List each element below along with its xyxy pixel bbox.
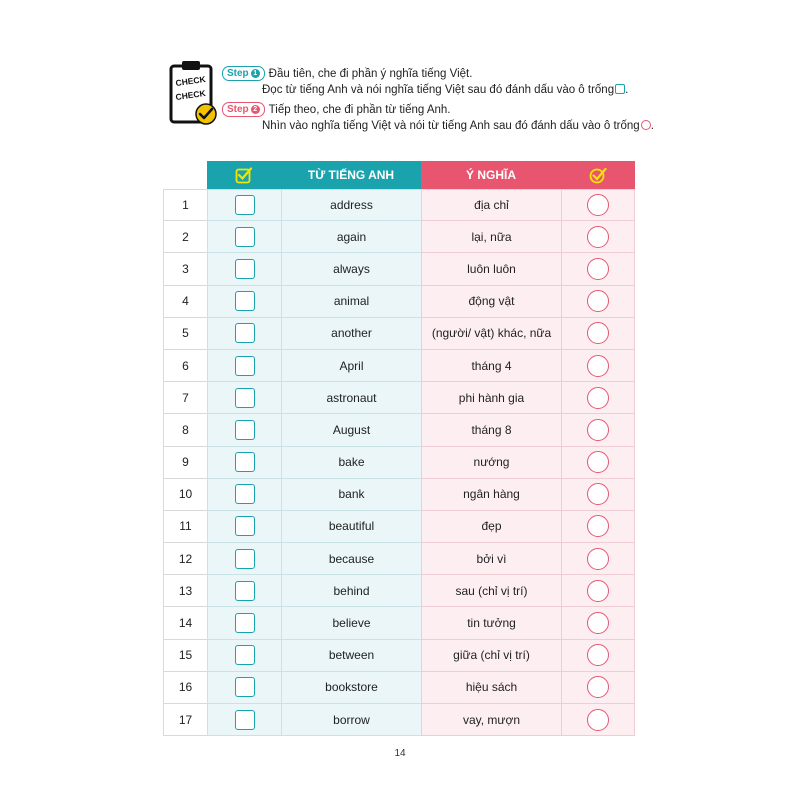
- english-word: because: [281, 543, 421, 575]
- row-number: 8: [163, 414, 207, 446]
- row-number: 3: [163, 253, 207, 285]
- english-check-box[interactable]: [235, 549, 255, 569]
- vietnamese-meaning: bởi vì: [421, 543, 561, 575]
- row-number: 9: [163, 447, 207, 479]
- meaning-check-circle[interactable]: [587, 515, 609, 537]
- step2-line1: [222, 102, 662, 118]
- row-number: 14: [163, 607, 207, 639]
- meaning-check-circle[interactable]: [587, 612, 609, 634]
- english-check-box[interactable]: [235, 420, 255, 440]
- row-number: 6: [163, 350, 207, 382]
- step2-text-2: Nhìn vào nghĩa tiếng Việt và nói từ tiếng Anh sau đó đánh dấu vào ô trống: [262, 120, 640, 132]
- vietnamese-meaning: sau (chỉ vị trí): [421, 575, 561, 607]
- step2-line2: Nhìn vào nghĩa tiếng Việt và nói từ tiếng Anh sau đó đánh dấu vào ô trống .: [222, 118, 662, 134]
- meaning-check-circle[interactable]: [587, 258, 609, 280]
- header-english: TỪ TIẾNG ANH: [281, 161, 421, 189]
- table-row: [163, 189, 635, 221]
- english-word: always: [281, 253, 421, 285]
- english-check-box[interactable]: [235, 710, 255, 730]
- english-check-box[interactable]: [235, 195, 255, 215]
- clipboard-text-1: CHECK: [174, 73, 207, 89]
- step1-line1: [222, 66, 662, 82]
- english-word: address: [281, 189, 421, 221]
- vietnamese-meaning: luôn luôn: [421, 253, 561, 285]
- english-word: again: [281, 221, 421, 253]
- vietnamese-meaning: hiệu sách: [421, 672, 561, 704]
- row-number: 5: [163, 318, 207, 350]
- english-word: animal: [281, 286, 421, 318]
- table-row: [163, 543, 635, 575]
- header-check-column: [207, 161, 281, 189]
- english-check-box[interactable]: [235, 484, 255, 504]
- row-number: 1: [163, 189, 207, 221]
- meaning-check-circle[interactable]: [587, 676, 609, 698]
- english-word: behind: [281, 575, 421, 607]
- meaning-check-circle[interactable]: [587, 419, 609, 441]
- row-number: 11: [163, 511, 207, 543]
- english-check-box[interactable]: [235, 323, 255, 343]
- step2-badge: Step 2: [222, 102, 265, 117]
- meaning-check-circle[interactable]: [587, 451, 609, 473]
- checkbox-check-icon: [235, 166, 253, 184]
- table-row: [163, 318, 635, 350]
- english-check-box[interactable]: [235, 259, 255, 279]
- vietnamese-meaning: ngân hàng: [421, 479, 561, 511]
- meaning-check-circle[interactable]: [587, 355, 609, 377]
- row-number: 15: [163, 640, 207, 672]
- vietnamese-meaning: tháng 4: [421, 350, 561, 382]
- vietnamese-meaning: tin tưởng: [421, 607, 561, 639]
- vietnamese-meaning: giữa (chỉ vị trí): [421, 640, 561, 672]
- english-word: between: [281, 640, 421, 672]
- english-check-box[interactable]: [235, 613, 255, 633]
- english-word: beautiful: [281, 511, 421, 543]
- vietnamese-meaning: phi hành gia: [421, 382, 561, 414]
- english-check-box[interactable]: [235, 291, 255, 311]
- english-word: bookstore: [281, 672, 421, 704]
- vietnamese-meaning: động vật: [421, 286, 561, 318]
- step1-text-1: Đầu tiên, che đi phần ý nghĩa tiếng Việt.: [268, 68, 473, 80]
- circle-check-icon: [589, 166, 607, 184]
- table-row: [163, 350, 635, 382]
- english-word: another: [281, 318, 421, 350]
- vietnamese-meaning: nướng: [421, 447, 561, 479]
- english-check-box[interactable]: [235, 388, 255, 408]
- english-check-box[interactable]: [235, 356, 255, 376]
- row-number: 16: [163, 672, 207, 704]
- row-number: 10: [163, 479, 207, 511]
- header-meaning: Ý NGHĨA: [421, 161, 561, 189]
- vocabulary-table: [163, 161, 635, 736]
- step1-text-2: Đọc từ tiếng Anh và nói nghĩa tiếng Việt sau đó đánh dấu vào ô trống: [262, 84, 615, 96]
- step1-line2: Đọc từ tiếng Anh và nói nghĩa tiếng Việt sau đó đánh dấu vào ô trống .: [222, 82, 662, 98]
- table-row: [163, 640, 635, 672]
- step1-badge: Step 1: [222, 66, 265, 81]
- meaning-check-circle[interactable]: [587, 580, 609, 602]
- table-row: [163, 414, 635, 446]
- header-circle-column: [561, 161, 635, 189]
- row-number: 7: [163, 382, 207, 414]
- meaning-check-circle[interactable]: [587, 194, 609, 216]
- row-number: 2: [163, 221, 207, 253]
- table-row: [163, 253, 635, 285]
- table-row: [163, 607, 635, 639]
- check-check-clipboard-icon: [168, 60, 220, 126]
- table-row: [163, 704, 635, 736]
- meaning-check-circle[interactable]: [587, 483, 609, 505]
- meaning-check-circle[interactable]: [587, 709, 609, 731]
- table-row: [163, 479, 635, 511]
- english-check-box[interactable]: [235, 516, 255, 536]
- english-word: borrow: [281, 704, 421, 736]
- vietnamese-meaning: đẹp: [421, 511, 561, 543]
- vietnamese-meaning: vay, mượn: [421, 704, 561, 736]
- page-number: 14: [394, 748, 406, 759]
- square-box-icon: [615, 84, 625, 94]
- vietnamese-meaning: (người/ vật) khác, nữa: [421, 318, 561, 350]
- table-row: [163, 672, 635, 704]
- english-check-box[interactable]: [235, 452, 255, 472]
- english-check-box[interactable]: [235, 227, 255, 247]
- english-word: believe: [281, 607, 421, 639]
- row-number: 13: [163, 575, 207, 607]
- vietnamese-meaning: tháng 8: [421, 414, 561, 446]
- meaning-check-circle[interactable]: [587, 548, 609, 570]
- english-check-box[interactable]: [235, 677, 255, 697]
- step2-text-1: Tiếp theo, che đi phần từ tiếng Anh.: [268, 104, 451, 116]
- circle-icon: [641, 120, 651, 130]
- row-number: 4: [163, 286, 207, 318]
- vietnamese-meaning: địa chỉ: [421, 189, 561, 221]
- instructions: [222, 66, 662, 134]
- meaning-check-circle[interactable]: [587, 226, 609, 248]
- table-row: [163, 511, 635, 543]
- table-header-row: [163, 161, 635, 189]
- english-word: astronaut: [281, 382, 421, 414]
- english-word: April: [281, 350, 421, 382]
- meaning-check-circle[interactable]: [587, 290, 609, 312]
- clipboard-text-2: CHECK: [174, 87, 207, 103]
- table-row: [163, 447, 635, 479]
- english-check-box[interactable]: [235, 645, 255, 665]
- english-word: bank: [281, 479, 421, 511]
- english-check-box[interactable]: [235, 581, 255, 601]
- english-word: August: [281, 414, 421, 446]
- row-number: 17: [163, 704, 207, 736]
- table-row: [163, 382, 635, 414]
- vietnamese-meaning: lại, nữa: [421, 221, 561, 253]
- english-word: bake: [281, 447, 421, 479]
- table-row: [163, 575, 635, 607]
- meaning-check-circle[interactable]: [587, 644, 609, 666]
- row-number: 12: [163, 543, 207, 575]
- table-row: [163, 286, 635, 318]
- meaning-check-circle[interactable]: [587, 387, 609, 409]
- table-row: [163, 221, 635, 253]
- meaning-check-circle[interactable]: [587, 322, 609, 344]
